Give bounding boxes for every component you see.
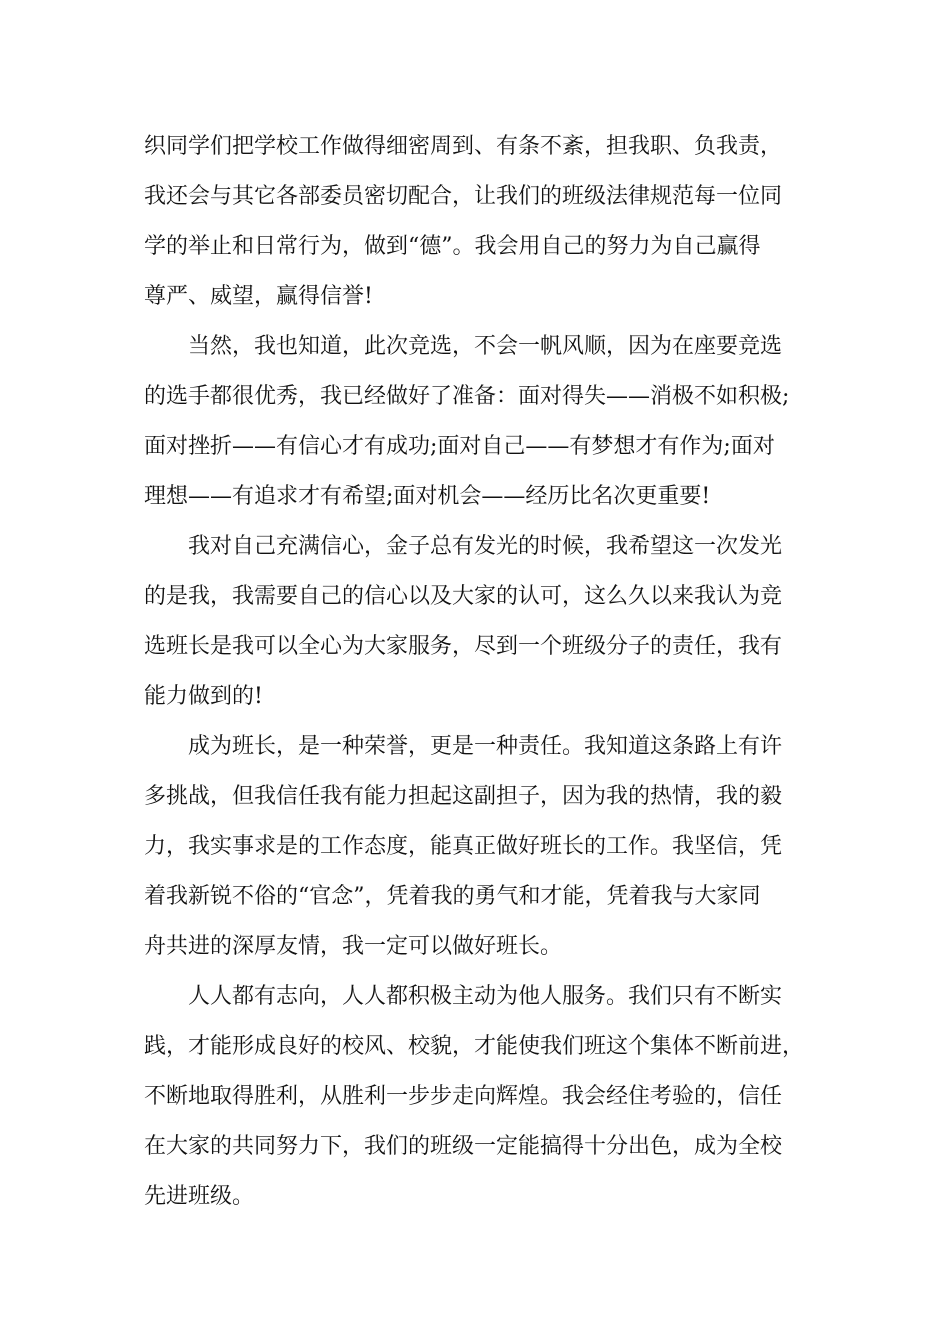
document-body — [144, 122, 816, 1222]
paragraph — [144, 722, 816, 972]
text-line: 成为班长，是一种荣誉，更是一种责任。我知道这条路上有许 — [188, 734, 783, 759]
text-line: 我对自己充满信心，金子总有发光的时候，我希望这一次发光 — [188, 534, 783, 559]
paragraph — [144, 322, 816, 522]
paragraph — [144, 122, 816, 322]
text-line: 当然，我也知道，此次竞选，不会一帆风顺，因为在座要竞选 — [188, 334, 783, 359]
text-line: 人人都有志向，人人都积极主动为他人服务。我们只有不断实 — [188, 984, 783, 1009]
text-line: 不断地取得胜利，从胜利一步步走向辉煌。我会经住考验的，信任 — [144, 1084, 783, 1109]
text-line: 尊严、威望，赢得信誉! — [144, 284, 373, 309]
text-line: 践，才能形成良好的校风、校貌，才能使我们班这个集体不断前进， — [144, 1034, 805, 1059]
text-line: 在大家的共同努力下，我们的班级一定能搞得十分出色，成为全校 — [144, 1134, 783, 1159]
text-line: 舟共进的深厚友情，我一定可以做好班长。 — [144, 934, 563, 959]
text-line: 的是我，我需要自己的信心以及大家的认可，这么久以来我认为竞 — [144, 584, 783, 609]
text-line: 能力做到的! — [144, 684, 263, 709]
text-line: 学的举止和日常行为，做到“德”。我会用自己的努力为自己赢得 — [144, 234, 761, 259]
text-line: 先进班级。 — [144, 1184, 255, 1209]
text-line: 面对挫折——有信心才有成功;面对自己——有梦想才有作为;面对 — [144, 434, 775, 459]
text-line: 的选手都很优秀，我已经做好了准备：面对得失——消极不如积极; — [144, 384, 790, 409]
text-line: 理想——有追求才有希望;面对机会——经历比名次更重要! — [144, 484, 711, 509]
text-line: 力，我实事求是的工作态度，能真正做好班长的工作。我坚信，凭 — [144, 834, 783, 859]
paragraph — [144, 522, 816, 722]
text-line: 我还会与其它各部委员密切配合，让我们的班级法律规范每一位同 — [144, 184, 783, 209]
text-line: 选班长是我可以全心为大家服务，尽到一个班级分子的责任，我有 — [144, 634, 783, 659]
text-line: 多挑战，但我信任我有能力担起这副担子，因为我的热情，我的毅 — [144, 784, 783, 809]
text-line: 织同学们把学校工作做得细密周到、有条不紊，担我职、负我责， — [144, 134, 783, 159]
paragraph — [144, 972, 816, 1222]
text-line: 着我新锐不俗的“官念”，凭着我的勇气和才能，凭着我与大家同 — [144, 884, 761, 909]
